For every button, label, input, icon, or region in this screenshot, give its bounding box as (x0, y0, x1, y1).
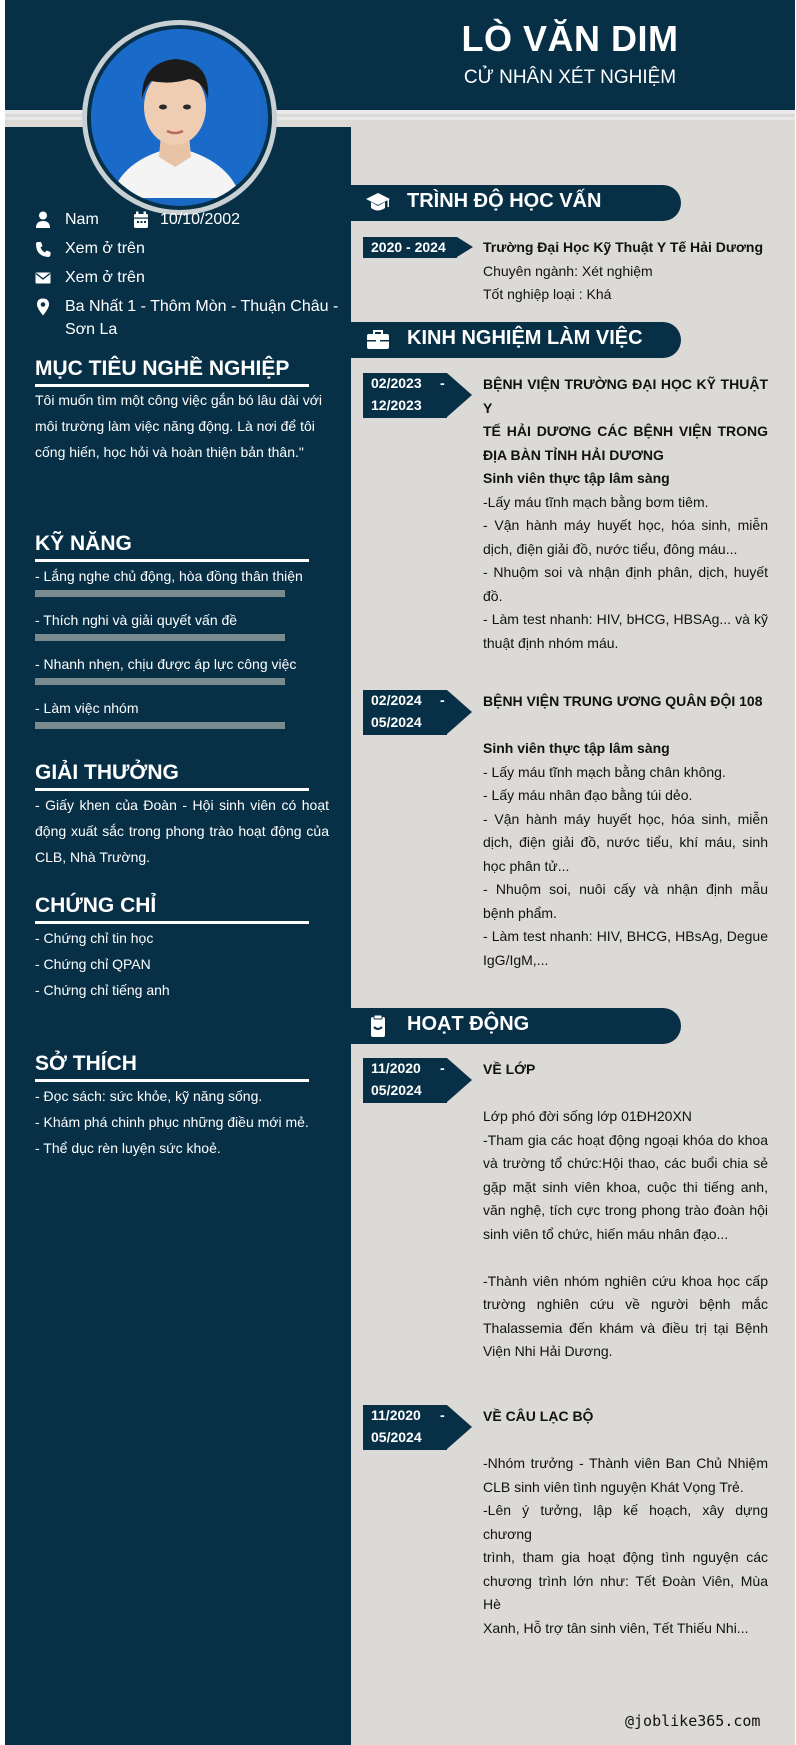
objective-title: MỤC TIÊU NGHỀ NGHIỆP (35, 357, 290, 380)
skill-item: - Nhanh nhẹn, chịu được áp lực công việc (35, 656, 297, 672)
experience-section-header (351, 322, 681, 358)
left-sidebar (5, 127, 351, 1745)
duty-line: - Lấy máu nhân đạo bằng túi dẻo. (483, 787, 693, 803)
activity-line: văn nghệ, tích cực trong phong trào đoàn hội (483, 1202, 768, 1218)
candidate-name: LÒ VĂN DIM (461, 18, 679, 59)
activities-title: HOẠT ĐỘNG (407, 1013, 530, 1035)
objective-line: cống hiến, học hỏi và hoàn thiện bản thân." (35, 444, 304, 460)
activity-line: CLB sinh viên tình nguyện Khát Vọng Trẻ. (483, 1478, 744, 1495)
email-row (35, 269, 235, 289)
duty-line: bệnh phẩm. (483, 904, 557, 921)
activity-line: và trường tổ chức:Hội thao, các buổi chia sẻ (483, 1155, 768, 1171)
hobby-item: - Thể dục rèn luyện sức khoẻ. (35, 1140, 221, 1156)
duty-line: thuật định nhóm máu. (483, 634, 619, 651)
skill-bar (35, 722, 285, 729)
activity-item (483, 1405, 768, 1640)
duty-line: -Lấy máu tĩnh mạch bằng bơm tiêm. (483, 493, 709, 510)
birthday-value: 10/10/2002 (160, 211, 241, 228)
organization-line: BỆNH VIỆN TRUNG ƯƠNG QUÂN ĐỘI 108 (483, 693, 763, 709)
date-from: 11/2020 (371, 1060, 421, 1076)
experience-item (483, 373, 768, 655)
awards-text (35, 792, 329, 870)
briefcase-icon (365, 328, 391, 352)
skill-bar (35, 634, 285, 641)
candidate-title: CỬ NHÂN XÉT NGHIỆM (463, 67, 677, 88)
email-value: Xem ở trên (65, 269, 145, 286)
activity-line: Viện Nhi Hải Dương. (483, 1343, 613, 1359)
major: Chuyên ngành: Xét nghiệm (483, 262, 653, 279)
education-date (363, 237, 457, 258)
activity-heading: VỀ CÂU LẠC BỘ (483, 1408, 594, 1424)
date-range: 2020 - 2024 (371, 239, 446, 255)
activity-line: sinh viên tổ chức, hiến máu nhân đạo... (483, 1225, 729, 1242)
date-from: 11/2020 (371, 1407, 421, 1423)
date-to: 12/2023 (371, 397, 422, 413)
address-line: Sơn La (65, 321, 118, 338)
phone-row (35, 240, 235, 260)
date-arrow (447, 1405, 472, 1449)
date-arrow (447, 690, 472, 734)
date-arrow (447, 373, 472, 417)
date-dash: - (440, 1060, 445, 1076)
hobbies-list (35, 1083, 329, 1161)
date-from: 02/2023 (371, 375, 422, 391)
duty-line: học phân tử... (483, 857, 570, 874)
certificate-item: - Chứng chỉ tiếng anh (35, 982, 170, 998)
role: Sinh viên thực tập lâm sàng (483, 740, 670, 756)
duty-line: - Vận hành máy huyết học, hóa sinh, miễn (483, 810, 768, 827)
activity-line: Thalassemia đến khám và điều trị tại Bệnh (483, 1319, 768, 1336)
phone-value: Xem ở trên (65, 240, 145, 257)
title-underline (35, 559, 309, 562)
clipboard-icon (365, 1014, 391, 1038)
duty-line: IgG/IgM,... (483, 951, 549, 968)
organization-line: TẾ HẢI DƯƠNG CÁC BỆNH VIỆN TRONG (483, 423, 768, 439)
organization-line: ĐỊA BÀN TỈNH HẢI DƯƠNG (483, 446, 664, 463)
birthday-row (133, 211, 263, 231)
awards-line: CLB, Nhà Trường. (35, 849, 151, 865)
date-to: 05/2024 (371, 714, 422, 730)
portrait-photo (91, 29, 260, 198)
date-arrow (447, 1058, 472, 1102)
date-dash: - (440, 375, 445, 391)
avatar (91, 29, 268, 206)
certificate-item: - Chứng chỉ QPAN (35, 956, 151, 972)
role: Sinh viên thực tập lâm sàng (483, 470, 670, 486)
calendar-icon (133, 211, 149, 229)
skill-item: - Lắng nghe chủ động, hòa đồng thân thiện (35, 568, 303, 584)
organization-line: BỆNH VIỆN TRƯỜNG ĐẠI HỌC KỸ THUẬT Y (483, 376, 768, 416)
objective-line: Tôi muốn tìm một công việc gắn bó lâu dài với (35, 392, 322, 408)
objective-text (35, 387, 329, 465)
certificates-title: CHỨNG CHỈ (35, 894, 157, 917)
experience-item (483, 690, 768, 972)
duty-line: dịch, điện giải đồ, nước tiểu, khí máu, sinh (483, 834, 768, 850)
awards-line: động xuất sắc trong phong trào hoạt động của (35, 823, 329, 839)
activity-line: trình, tham gia hoạt động tình nguyện các (483, 1549, 768, 1565)
objective-line: môi trường làm việc năng động. Là nơi để tôi (35, 418, 315, 434)
envelope-icon (35, 269, 51, 287)
date-to: 05/2024 (371, 1082, 422, 1098)
date-arrow (457, 237, 473, 257)
phone-icon (35, 240, 51, 258)
duty-line: dịch, điện giải đồ, nước tiểu, đông máu... (483, 540, 738, 557)
education-section-header (351, 185, 681, 221)
awards-line: - Giấy khen của Đoàn - Hội sinh viên có hoạt (35, 797, 329, 813)
activity-heading: VỀ LỚP (483, 1061, 536, 1077)
awards-title: GIẢI THƯỞNG (35, 761, 179, 784)
activity-line: chương trình lớn như: Tết Đoàn Viên, Mùa Hè (483, 1572, 768, 1612)
skills-title: KỸ NĂNG (35, 532, 132, 555)
activity-item (483, 1058, 768, 1364)
hobby-item: - Đọc sách: sức khỏe, kỹ năng sống. (35, 1088, 263, 1104)
duty-line: - Nhuộm soi và nhận định phân, dịch, huyết (483, 564, 768, 580)
activity-date (363, 1405, 447, 1450)
duty-line: - Nhuộm soi, nuôi cấy và nhận định mẫu (483, 881, 768, 897)
date-dash: - (440, 692, 445, 708)
title-underline (35, 788, 309, 791)
activity-line: gặp mặt sinh viên khoa, cuộc thi tiếng anh, (483, 1178, 768, 1195)
experience-title: KINH NGHIỆM LÀM VIỆC (407, 327, 643, 349)
hobby-item: - Khám phá chinh phục những điều mới mẻ. (35, 1114, 309, 1130)
hobbies-title: SỞ THÍCH (35, 1052, 137, 1075)
footer-brand: @joblike365.com (625, 1712, 761, 1730)
person-icon (35, 211, 51, 229)
activity-line: -Thành viên nhóm nghiên cứu khoa học cấp (483, 1272, 768, 1289)
activity-line: -Tham gia các hoạt động ngoại khóa do khoa (483, 1131, 768, 1148)
activity-line: -Lên ý tưởng, lập kế hoạch, xây dựng chương (483, 1502, 768, 1542)
location-pin-icon (35, 298, 51, 316)
skill-item: - Làm việc nhóm (35, 700, 139, 716)
skill-item: - Thích nghi và giải quyết vấn đề (35, 612, 238, 628)
duty-line: - Làm test nhanh: HIV, bHCG, HBSAg... và kỹ (483, 611, 768, 627)
certificate-item: - Chứng chỉ tin học (35, 930, 154, 946)
duty-line: - Làm test nhanh: HIV, BHCG, HBsAg, Degue (483, 928, 768, 944)
certificates-list (35, 925, 329, 1003)
activity-line: Xanh, Hỗ trợ tân sinh viên, Tết Thiếu Nhi... (483, 1619, 749, 1636)
school-name: Trường Đại Học Kỹ Thuật Y Tế Hải Dương (483, 239, 764, 255)
experience-date (363, 373, 447, 418)
duty-line: đồ. (483, 587, 503, 604)
duty-line: - Lấy máu tĩnh mạch bằng chân không. (483, 763, 726, 780)
graduation-grade: Tốt nghiệp loại : Khá (483, 286, 612, 302)
experience-date (363, 690, 447, 735)
title-underline (35, 921, 309, 924)
education-title: TRÌNH ĐỘ HỌC VẤN (407, 190, 602, 212)
activity-line: Lớp phó đời sống lớp 01ĐH20XN (483, 1108, 692, 1124)
education-details (483, 236, 768, 307)
avatar-frame (82, 20, 277, 215)
duty-line: - Vận hành máy huyết học, hóa sinh, miễn (483, 517, 768, 533)
address-row (35, 298, 339, 342)
address-line: Ba Nhất 1 - Thôm Mòn - Thuận Châu - (65, 298, 339, 315)
skill-bar (35, 678, 285, 685)
gender-value: Nam (65, 211, 99, 228)
date-dash: - (440, 1407, 445, 1423)
date-from: 02/2024 (371, 692, 422, 708)
activity-line (483, 1246, 768, 1270)
graduation-cap-icon (365, 191, 391, 215)
activity-date (363, 1058, 447, 1103)
cv-page (5, 0, 795, 1745)
skill-bar (35, 590, 285, 597)
gender-row (35, 211, 145, 231)
date-to: 05/2024 (371, 1429, 422, 1445)
activity-line: -Nhóm trưởng - Thành viên Ban Chủ Nhiệm (483, 1455, 768, 1471)
activities-section-header (351, 1008, 681, 1044)
activity-line: trường nghiên cứu về người bệnh mắc (483, 1296, 768, 1312)
title-underline (35, 1079, 309, 1082)
